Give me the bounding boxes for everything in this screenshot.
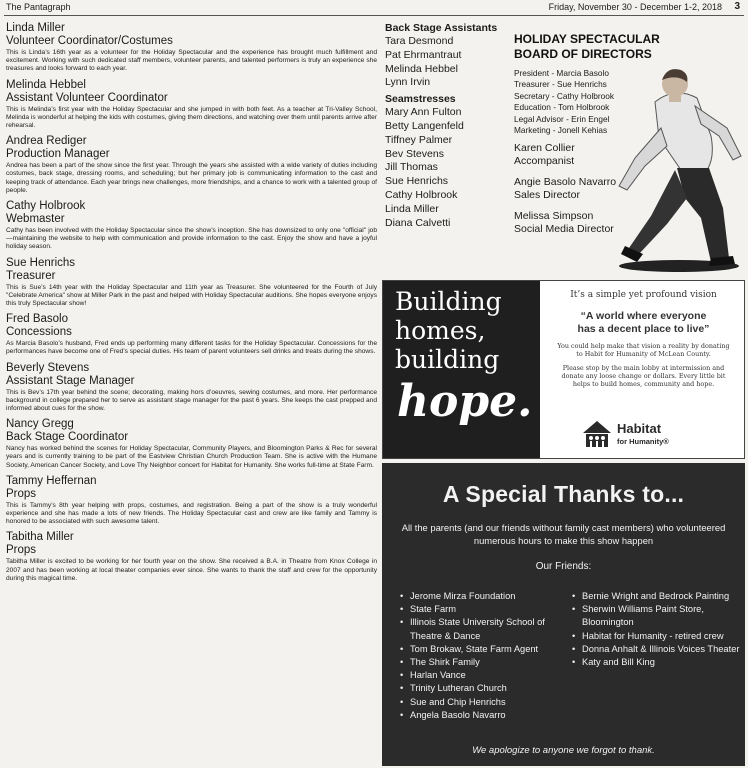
friend-item — [400, 616, 568, 642]
friend-name: Donna Anhalt & Illinois Voices Theater — [582, 643, 740, 654]
bullet-icon: • — [400, 696, 404, 707]
board-title-line1: HOLIDAY SPECTACULAR — [514, 32, 660, 46]
seamstress-name: Cathy Holbrook — [385, 188, 458, 201]
bullet-icon: • — [400, 709, 404, 720]
habitat-ad — [382, 280, 745, 459]
friend-name: Illinois State University School of Theatre & Dance — [410, 617, 545, 641]
board-member: President - Marcia Basolo — [514, 68, 609, 78]
friend-item — [572, 643, 742, 656]
friend-name: Sue and Chip Henrichs — [410, 696, 506, 707]
friend-item — [400, 669, 568, 682]
bio-text: This is Tammy’s 8th year helping with props, costumes, and registration. Being a part of the show is a truly wonderful experience and she has made a lots of new friends. The Holiday Spectacular cast and crew are like family and Tammy is honored to be associated with such awesome talent. — [6, 501, 377, 526]
page-number: 3 — [734, 1, 740, 12]
bio-text: As Marcia Basolo’s husband, Fred ends up performing many different tasks for the Holiday Spectacular. Concessions for the performances have become one of Fred’s special duties. His team of parent volunteers sell drinks and treats during the shows. — [6, 340, 377, 356]
bullet-icon: • — [400, 643, 404, 654]
bio-name: Melinda Hebbel — [6, 78, 86, 91]
bio-name: Beverly Stevens — [6, 361, 90, 374]
special-thanks-box — [382, 463, 745, 766]
slogan-line-1: Building — [395, 287, 502, 316]
issue-date: Friday, November 30 - December 1-2, 2018 — [548, 2, 722, 12]
staff-bio — [6, 475, 377, 527]
bullet-icon: • — [572, 643, 576, 654]
friend-item — [400, 656, 568, 669]
seamstress-name: Linda Miller — [385, 202, 439, 215]
staff-bio — [6, 531, 377, 583]
habitat-house-icon — [581, 419, 613, 449]
vision-quote-line1: “A world where everyone — [580, 310, 707, 322]
staff-bios-column — [6, 22, 377, 766]
friend-name: Trinity Lutheran Church — [410, 683, 507, 694]
slogan-hope: hope. — [397, 376, 533, 427]
backstage-list — [385, 22, 510, 230]
bio-text: This is Melinda’s first year with the Holiday Spectacular and she jumped in with both feet. As a teacher at Tri-Valley School, Melinda is wonderful at helping the kids with costumes, giving them directions, and watching over them until parents arrive after rehearsal. — [6, 105, 377, 130]
seamstress-name: Mary Ann Fulton — [385, 106, 462, 119]
friend-item — [572, 590, 742, 603]
bullet-icon: • — [572, 591, 576, 601]
habitat-logo-title: Habitat — [617, 421, 662, 436]
habitat-logo — [581, 417, 711, 451]
vision-quote-line2: has a decent place to live” — [577, 323, 710, 335]
friend-item — [400, 682, 568, 695]
bullet-icon: • — [400, 591, 404, 601]
bio-role: Webmaster — [6, 213, 65, 226]
masthead — [4, 0, 744, 16]
friend-item — [400, 696, 568, 709]
friend-item — [400, 643, 568, 656]
staff-bio — [6, 200, 377, 252]
staff-bio — [6, 22, 377, 74]
friend-name: Habitat for Humanity - retired crew — [582, 630, 724, 641]
board-staff-entry — [514, 142, 746, 168]
thanks-title: A Special Thanks to... — [442, 481, 685, 507]
staff-title: Sales Director — [514, 189, 580, 202]
friend-name: Katy and Bill King — [582, 657, 655, 668]
paper-name: The Pantagraph — [6, 2, 71, 12]
board-member: Legal Advisor - Erin Engel — [514, 113, 610, 124]
staff-bio — [6, 135, 377, 195]
bio-text: This is Bev’s 17th year behind the scene; decorating, making hors d’oeuvres, sewing costumes, and more. Her performance background in college prepared her to serve as assistant stage manager for the past 6 years. She keeps the cast prepped and informed about cues for the show. — [6, 388, 377, 413]
friend-name: Harlan Vance — [410, 670, 466, 681]
bio-role: Props — [6, 544, 37, 557]
staff-name: Melissa Simpson — [514, 210, 594, 223]
slogan-line-3: building — [395, 345, 500, 374]
staff-bio — [6, 362, 377, 414]
friend-name: The Shirk Family — [410, 657, 480, 668]
bio-text: This is Linda’s 16th year as a volunteer for the Holiday Spectacular and the experience has brought much fulfillment and excitement. Working with such dedicated staff members, volunteer parents, and talented performers is truly an experience she treasures and looks forward to each year. — [6, 49, 377, 73]
board-staff-entry — [514, 176, 746, 202]
staff-title: Social Media Director — [514, 223, 614, 236]
bullet-icon: • — [572, 657, 576, 668]
habitat-logo-subtitle: for Humanity® — [617, 437, 669, 446]
bio-text: This is Sue’s 14th year with the Holiday Spectacular and 11th year as Treasurer. She volunteered for the Fourth of July "Celebrate America" show at Miller Park in the past and helped with Holiday Spectacular auditions. She hopes everyone enjoys this truly Spectacular show! — [6, 283, 377, 308]
bio-name: Sue Henrichs — [6, 256, 76, 269]
seamstress-name: Tiffney Palmer — [385, 133, 453, 146]
bullet-icon: • — [572, 604, 576, 615]
seamstresses-list — [385, 106, 510, 230]
habitat-slogan-panel — [383, 281, 540, 458]
bullet-icon: • — [400, 670, 404, 681]
bio-name: Linda Miller — [6, 22, 65, 34]
assistant-name: Pat Ehrmantraut — [385, 48, 462, 61]
friends-list-right — [572, 590, 742, 669]
bullet-icon: • — [400, 604, 404, 615]
friend-name: State Farm — [410, 604, 456, 615]
seamstress-name: Bev Stevens — [385, 147, 444, 160]
bio-role: Props — [6, 487, 37, 500]
friend-name: Angela Basolo Navarro — [410, 709, 506, 720]
board-member: Secretary - Cathy Holbrook — [514, 90, 615, 101]
board-members — [514, 68, 746, 136]
slogan-line-2: homes, — [395, 316, 486, 345]
staff-name: Angie Basolo Navarro — [514, 176, 617, 189]
bio-name: Tammy Heffernan — [6, 474, 97, 487]
bio-role: Assistant Stage Manager — [6, 374, 135, 387]
staff-bio — [6, 257, 377, 309]
bullet-icon: • — [400, 683, 404, 694]
vision-intro: It’s a simple yet profound vision — [570, 290, 717, 300]
assistant-name: Tara Desmond — [385, 35, 454, 47]
board-title-line2: BOARD OF DIRECTORS — [514, 47, 652, 61]
friend-item — [572, 630, 742, 643]
donation-help-text: You could help make that vision a reality by donating to Habit for Humanity of McLean County. — [557, 342, 730, 358]
bio-role: Back Stage Coordinator — [6, 431, 129, 444]
assistant-name: Melinda Hebbel — [385, 62, 458, 75]
bullet-icon: • — [400, 657, 404, 668]
staff-bio — [6, 313, 377, 356]
staff-bio — [6, 79, 377, 131]
friends-list-left — [400, 590, 568, 722]
bio-name: Tabitha Miller — [6, 531, 74, 544]
friend-item — [572, 656, 742, 669]
bio-name: Nancy Gregg — [6, 418, 74, 431]
bio-role: Concessions — [6, 326, 72, 339]
friend-name: Tom Brokaw, State Farm Agent — [410, 643, 539, 654]
board-of-directors — [514, 32, 746, 276]
staff-bio — [6, 418, 377, 470]
backstage-assistants — [385, 35, 510, 90]
bio-role: Volunteer Coordinator/Costumes — [6, 35, 173, 47]
board-staff-entry — [514, 210, 746, 236]
thanks-intro: All the parents (and our friends without family cast members) who volunteered numerous hours to make this show happen — [401, 522, 726, 546]
bio-name: Andrea Rediger — [6, 135, 87, 148]
seamstresses-heading: Seamstresses — [385, 93, 456, 106]
seamstress-name: Diana Calvetti — [385, 216, 451, 229]
board-member: Treasurer - Sue Henrichs — [514, 79, 607, 90]
seamstress-name: Jill Thomas — [385, 161, 438, 174]
bio-name: Fred Basolo — [6, 313, 69, 326]
bullet-icon: • — [400, 617, 404, 628]
friend-item — [400, 603, 568, 616]
bio-role: Assistant Volunteer Coordinator — [6, 91, 168, 104]
thanks-apology: We apologize to anyone we forgot to thank. — [472, 745, 655, 756]
bio-text: Cathy has been involved with the Holiday Spectacular since the show’s inception. She has downsized to only one "official" job—maintaining the website to help with communication and provide information to the cast. Enjoy the show and have a joyful holiday season. — [6, 227, 377, 251]
seamstress-name: Betty Langenfeld — [385, 119, 464, 132]
friend-name: Sherwin Williams Paint Store, Bloomington — [582, 604, 704, 628]
board-staff — [514, 142, 746, 236]
donation-lobby-text: Please stop by the main lobby at intermission and donate any loose change or dollars. Every little bit helps to build homes, community and hope. — [561, 364, 726, 388]
board-member: Education - Tom Holbrook — [514, 102, 610, 113]
bio-text: Tabitha Miller is excited to be working for her fourth year on the show. She received a B.A. in Theatre from Knox College in 2007 and has been working at local theater companies ever since. She wants to thank the staff and crew for the opportunity during this magical time. — [6, 558, 377, 582]
friend-name: Jerome Mirza Foundation — [410, 591, 516, 601]
seamstress-name: Sue Henrichs — [385, 175, 449, 188]
bio-text: Nancy has worked behind the scenes for Holiday Spectacular, Community Players, and Bloomington Parks & Rec for several years and is currently training to be part of the Eastview Christian Church Production Team. She is active with the Humane Society, American Cancer Society, and Love Thy Neighbor concert for Habitat for Humanity. She works full-time at State Farm. — [6, 445, 377, 469]
bullet-icon: • — [572, 630, 576, 641]
friend-item — [400, 709, 568, 722]
friend-name: Bernie Wright and Bedrock Painting — [582, 591, 730, 601]
board-member: Marketing - Jonell Kehias — [514, 125, 608, 136]
assistant-name: Lynn Irvin — [385, 76, 431, 89]
bio-role: Production Manager — [6, 148, 110, 161]
friend-item — [572, 603, 742, 629]
friend-item — [400, 590, 568, 603]
bio-text: Andrea has been a part of the show since the first year. Through the years she assisted with a wide variety of duties including costumes, back stage, dressing rooms, and scheduling; but her primary job is communicating information to the cast and keeping track of attendance. Each year brings new challenges, more friendships, and a chance to work with a talented group of people. — [6, 162, 377, 194]
bio-role: Treasurer — [6, 269, 56, 282]
backstage-assistants-heading: Back Stage Assistants — [385, 22, 498, 34]
bio-name: Cathy Holbrook — [6, 200, 86, 213]
staff-title: Accompanist — [514, 155, 575, 168]
friends-heading: Our Friends: — [535, 561, 592, 572]
staff-name: Karen Collier — [514, 142, 575, 155]
